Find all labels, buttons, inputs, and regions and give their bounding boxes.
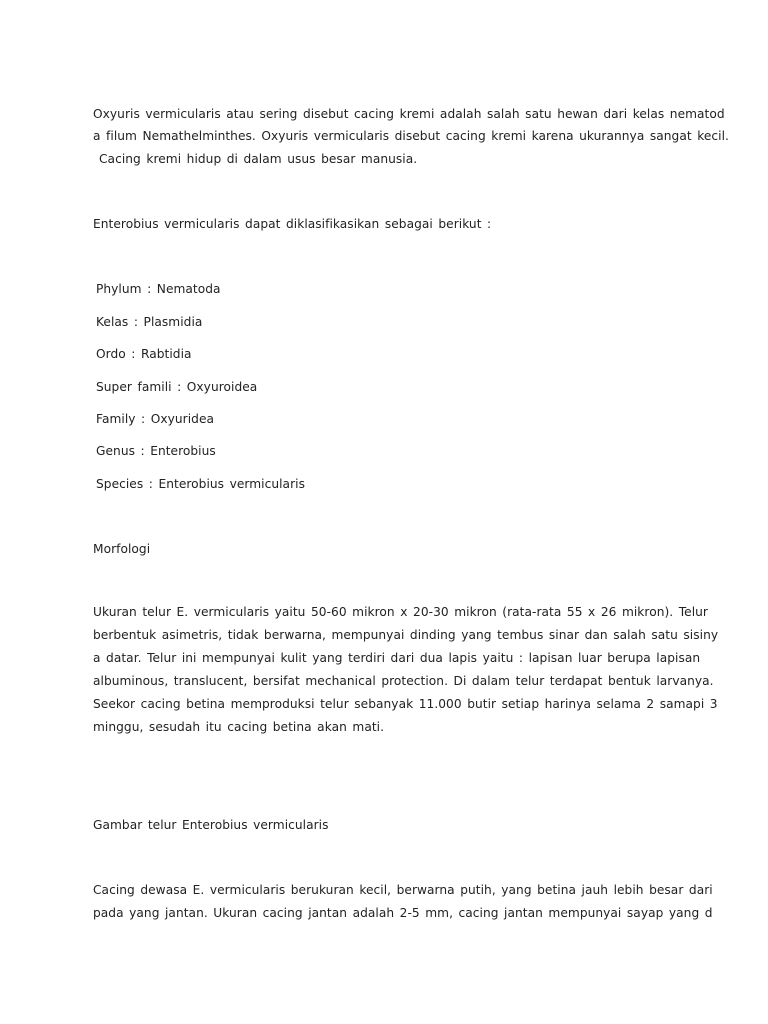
taxonomy-species: Species : Enterobius vermicularis (96, 477, 305, 491)
morphology-heading: Morfologi (93, 542, 151, 556)
intro-line-1: Oxyuris vermicularis atau sering disebut cacing kremi adalah salah satu hewan dari kelas nematod (93, 107, 725, 121)
adult-line-1: Cacing dewasa E. vermicularis berukuran kecil, berwarna putih, yang betina jauh lebih besar dari (93, 883, 713, 897)
figure-caption: Gambar telur Enterobius vermicularis (93, 818, 329, 832)
classification-intro: Enterobius vermicularis dapat diklasifikasikan sebagai berikut : (93, 217, 492, 231)
morphology-line-1: Ukuran telur E. vermicularis yaitu 50-60 mikron x 20-30 mikron (rata-rata 55 x 26 mikron). Telur (93, 605, 708, 619)
intro-line-3: Cacing kremi hidup di dalam usus besar manusia. (99, 152, 418, 166)
taxonomy-family: Family : Oxyuridea (96, 412, 215, 426)
taxonomy-ordo: Ordo : Rabtidia (96, 347, 192, 361)
adult-line-2: pada yang jantan. Ukuran cacing jantan adalah 2-5 mm, cacing jantan mempunyai sayap yang d (93, 906, 713, 920)
morphology-line-2: berbentuk asimetris, tidak berwarna, mempunyai dinding yang tembus sinar dan salah satu sisiny (93, 628, 719, 642)
morphology-line-4: albuminous, translucent, bersifat mechanical protection. Di dalam telur terdapat bentuk larvanya. (93, 674, 714, 688)
morphology-line-5: Seekor cacing betina memproduksi telur sebanyak 11.000 butir setiap harinya selama 2 samapi 3 (93, 697, 718, 711)
morphology-line-3: a datar. Telur ini mempunyai kulit yang terdiri dari dua lapis yaitu : lapisan luar berupa lapisan (93, 651, 701, 665)
taxonomy-genus: Genus : Enterobius (96, 444, 216, 458)
taxonomy-phylum: Phylum : Nematoda (96, 282, 221, 296)
taxonomy-super-famili: Super famili : Oxyuroidea (96, 380, 258, 394)
morphology-line-6: minggu, sesudah itu cacing betina akan mati. (93, 720, 385, 734)
taxonomy-kelas: Kelas : Plasmidia (96, 315, 203, 329)
intro-line-2: a filum Nemathelminthes. Oxyuris vermicularis disebut cacing kremi karena ukurannya sangat kecil. (93, 129, 729, 143)
